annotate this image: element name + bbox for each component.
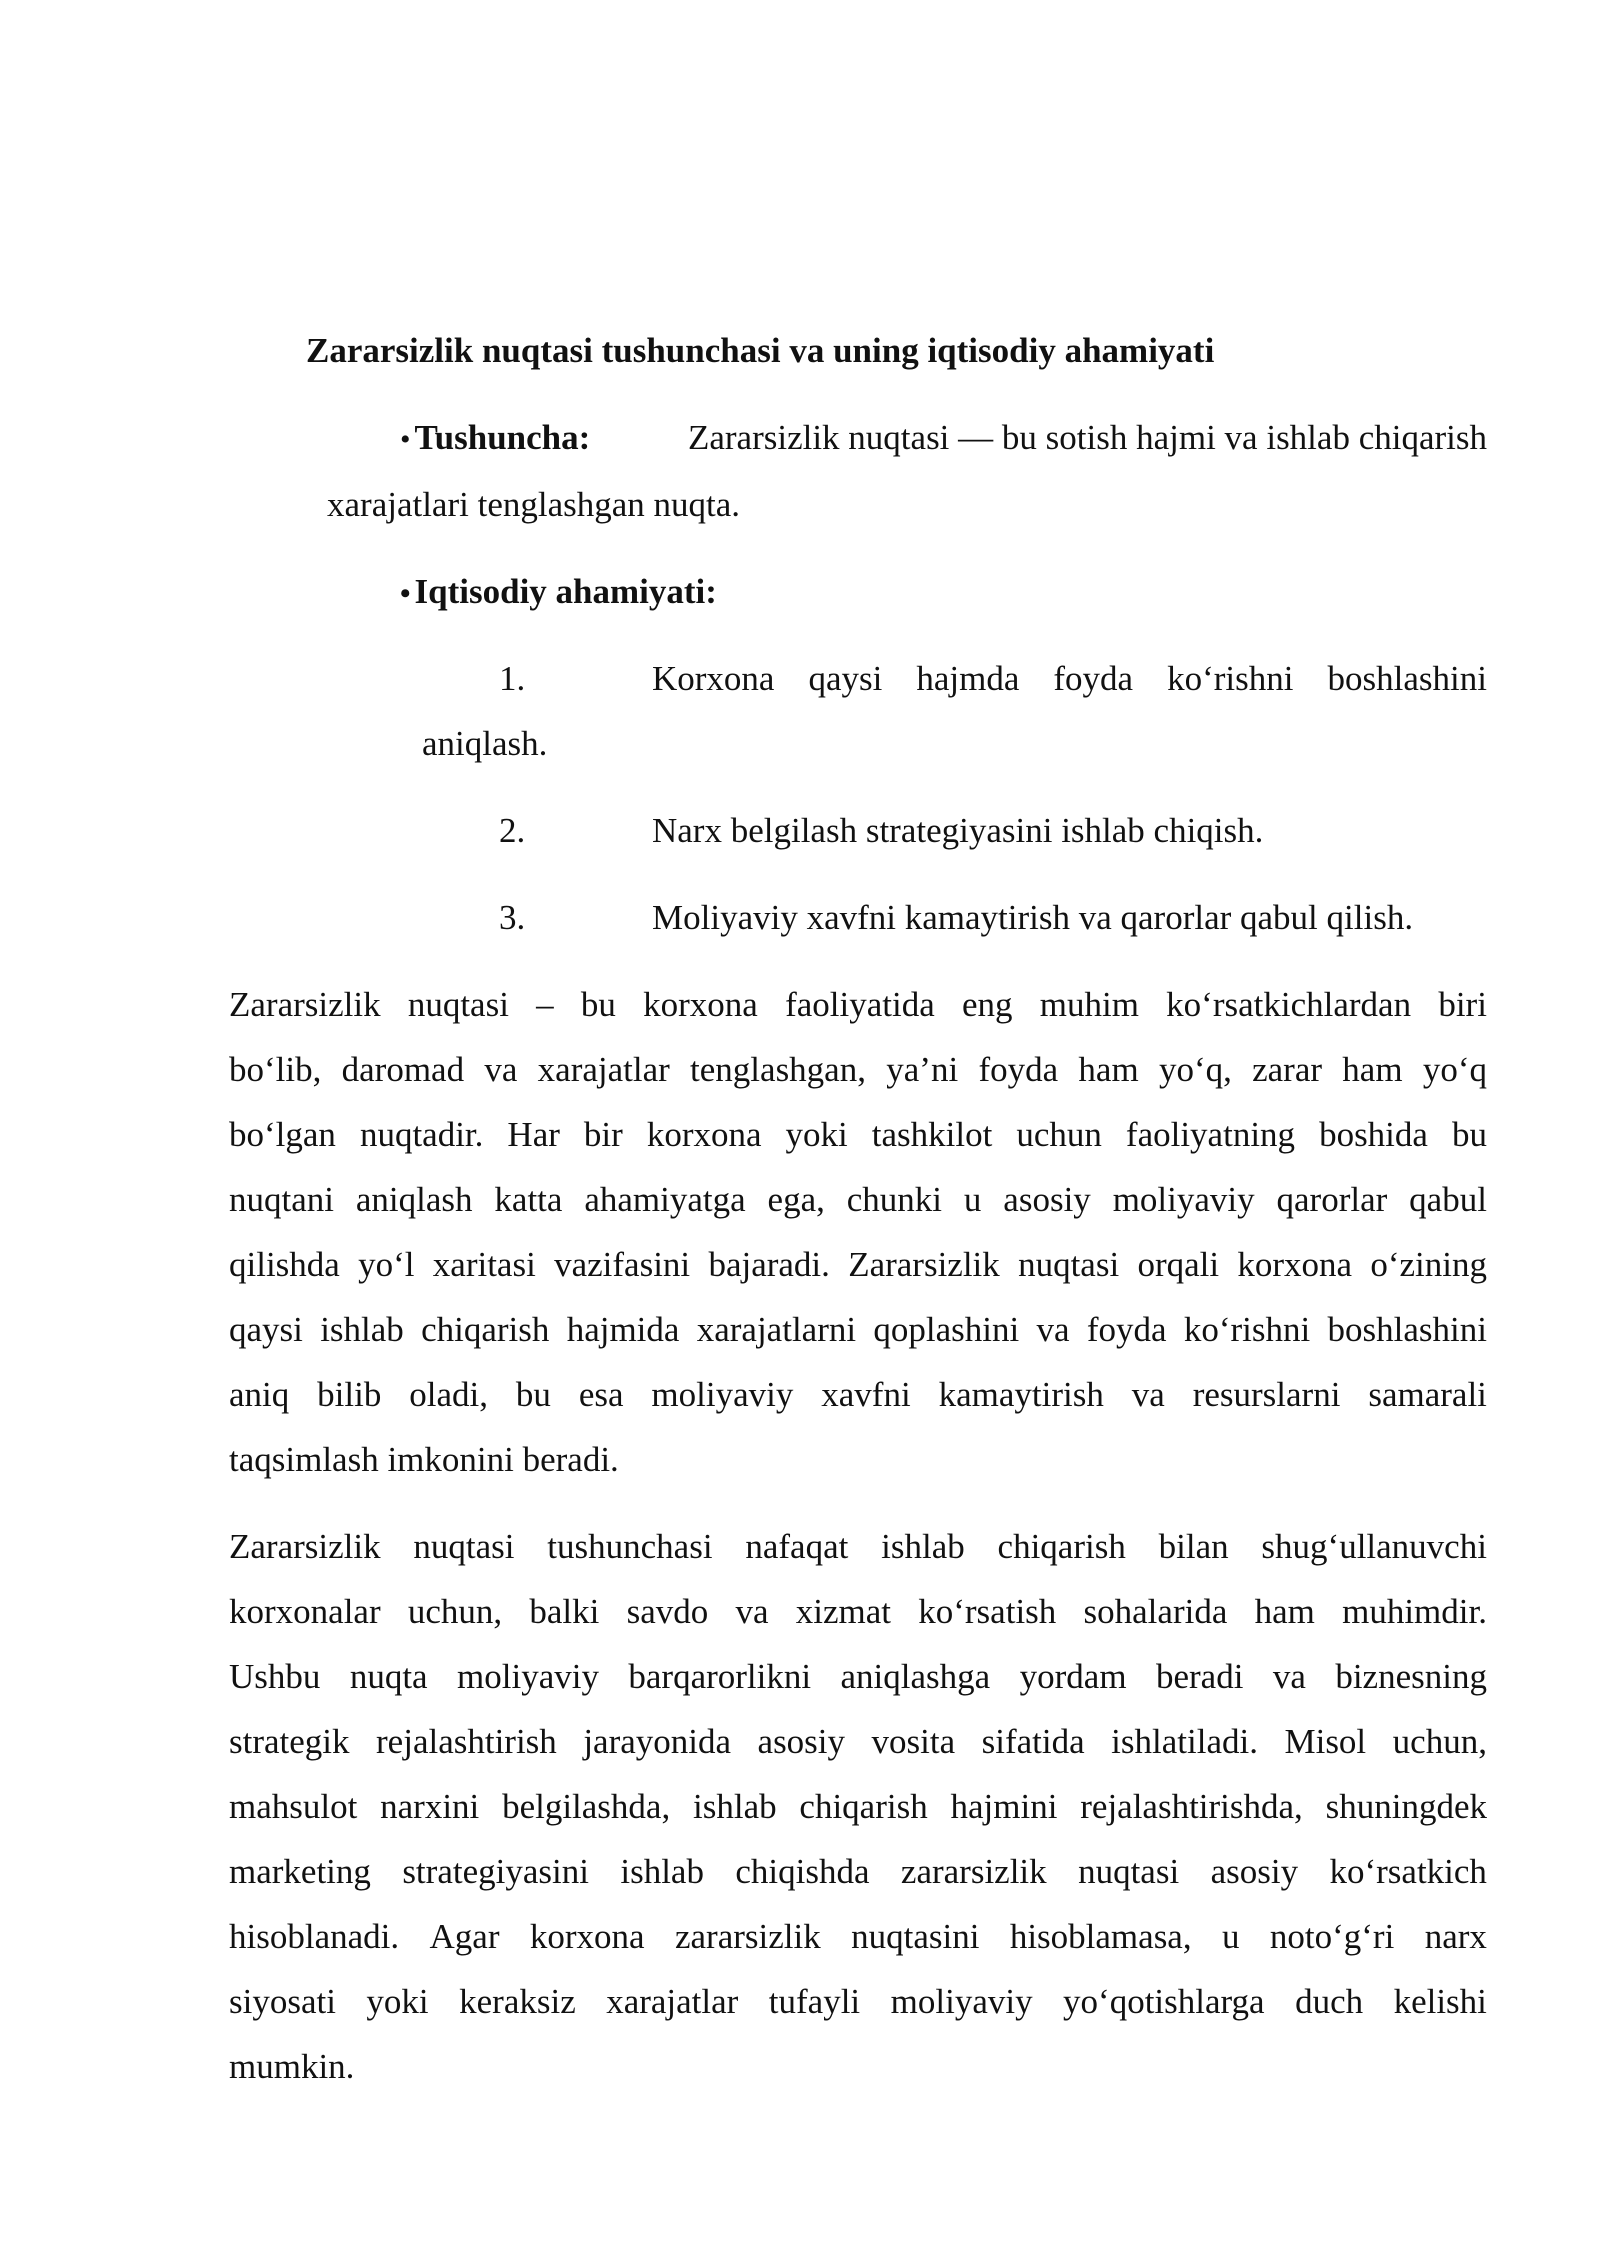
word: jarayonida [583,1722,732,1761]
bullet-definition-text-line1: Zararsizlik nuqtasi — bu sotish hajmi va ishlab chiqarish [687,418,1487,457]
paragraph-line [229,972,1487,1037]
word: zararsizlik [674,1917,821,1956]
word: samarali [1368,1375,1487,1414]
word: bo‘lgan [229,1115,336,1154]
word: boshida [1319,1115,1428,1154]
word: chiqarish [421,1310,550,1349]
word: ko‘rsatkich [1329,1852,1487,1891]
word: tenglashgan, [690,1050,866,1089]
paragraph-line [229,1427,1487,1492]
word: bu [1451,1115,1487,1154]
word: kelishi [1393,1982,1487,2021]
word: vosita [871,1722,956,1761]
document-title: Zararsizlik nuqtasi tushunchasi va uning iqtisodiy ahamiyati [306,331,1215,370]
word: barqarorlikni [628,1657,812,1696]
word: uchun [1016,1115,1102,1154]
word: moliyaviy [890,1982,1033,2021]
word: qabul [1409,1180,1487,1219]
word: qaysi [229,1310,303,1349]
word: ham [1254,1592,1315,1631]
word: nuqtadir. [359,1115,484,1154]
word: asosiy [1003,1180,1091,1219]
word: Har [507,1115,560,1154]
word: rejalashtirish [376,1722,557,1761]
word: bir [583,1115,623,1154]
list-item-3-text: Moliyaviy xavfni kamaytirish va qarorlar qabul qilish. [652,898,1414,937]
paragraph-2 [229,1514,1487,2099]
word: xarajatlar [606,1982,739,2021]
paragraph-line [229,1297,1487,1362]
word: nuqtasini [851,1917,980,1956]
paragraph-line [229,1232,1487,1297]
word: bilib [317,1375,382,1414]
word: hisoblanadi. [229,1917,400,1956]
word: hajmini [950,1787,1058,1826]
word: aniqlashga [840,1657,991,1696]
list-item-2-text: Narx belgilash strategiyasini ishlab chiqish. [652,811,1264,850]
word: korxona [529,1917,645,1956]
word: xizmat [795,1592,892,1631]
paragraph-line [229,2034,1487,2099]
bullet-definition-label: Tushuncha: [414,418,591,457]
word: ishlab [881,1527,965,1566]
word: nuqtasi [1018,1245,1120,1284]
word: nuqtasi [1078,1852,1180,1891]
word: moliyaviy [651,1375,794,1414]
list-marker: 1. [499,659,526,698]
word: yo‘qotishlarga [1063,1982,1265,2021]
word: va [735,1592,769,1631]
word: o‘zining [1370,1245,1487,1284]
word: nuqtasi [407,985,509,1024]
word: qilishda [229,1245,340,1284]
word: Zararsizlik [229,1527,381,1566]
list-item-1 [229,646,1487,711]
paragraph-line [229,1709,1487,1774]
word: Zararsizlik [848,1245,1000,1284]
word: moliyaviy [1112,1180,1255,1219]
word: Ushbu [229,1657,321,1696]
paragraph-line [229,1904,1487,1969]
word: narx [1424,1917,1487,1956]
paragraph-line [229,1839,1487,1904]
word: balki [529,1592,600,1631]
word: korxonalar [229,1592,381,1631]
word: boshlashini [1327,1310,1487,1349]
word: strategiyasini [402,1852,589,1891]
word: ko‘rsatkichlardan [1166,985,1412,1024]
word: sifatida [981,1722,1085,1761]
word: faoliyatning [1125,1115,1296,1154]
list-item-1-line2: aniqlash. [422,724,548,763]
word: yo‘q, [1158,1050,1232,1089]
word: aniq [229,1375,290,1414]
word: ishlatiladi. [1111,1722,1258,1761]
word: shuningdek [1325,1787,1487,1826]
word: ya’ni [886,1050,959,1089]
word: nuqtasi [413,1527,515,1566]
word: vazifasini [554,1245,691,1284]
word: bu [580,985,616,1024]
word: bilan [1158,1527,1229,1566]
word: bu [515,1375,551,1414]
word: yordam [1019,1657,1127,1696]
word: u [1222,1917,1240,1956]
paragraph-line [229,1644,1487,1709]
word: asosiy [1210,1852,1299,1891]
list-item-3 [229,885,1487,950]
word: chunki [846,1180,943,1219]
paragraph-line [229,1514,1487,1579]
bullet-dot: • [400,577,411,610]
word: faoliyatida [785,985,935,1024]
word: chiqarish [799,1787,928,1826]
word: tushunchasi [547,1527,713,1566]
word: katta [494,1180,563,1219]
word: muhimdir. [1342,1592,1487,1631]
word: qoplashini [873,1310,1020,1349]
word: qarorlar [1276,1180,1388,1219]
word: nuqta [349,1657,428,1696]
word: duch [1295,1982,1364,2021]
word: ko‘rsatish [918,1592,1057,1631]
word: yo‘l [358,1245,415,1284]
word: savdo [626,1592,709,1631]
word: ishlab [620,1852,704,1891]
word: ham [1342,1050,1403,1089]
word: asosiy [757,1722,846,1761]
word: narxini [380,1787,480,1826]
word: Misol [1284,1722,1367,1761]
numbered-list [229,646,1487,776]
word: xarajatlarni [696,1310,857,1349]
list-marker: 2. [499,811,526,850]
word: ishlab [320,1310,404,1349]
word: xarajatlar [537,1050,670,1089]
word: zararsizlik [900,1852,1047,1891]
paragraph-line [229,1969,1487,2034]
word: uchun, [407,1592,503,1631]
word: sohalarida [1083,1592,1228,1631]
word: resurslarni [1192,1375,1341,1414]
bullet-definition-text-line2: xarajatlari tenglashgan nuqta. [327,485,741,524]
paragraph-line [229,1037,1487,1102]
paragraph-line [229,1579,1487,1644]
word: strategik [229,1722,350,1761]
word: noto‘g‘ri [1269,1917,1395,1956]
word: tufayli [768,1982,861,2021]
word: yoki [785,1115,848,1154]
paragraph-line-text: taqsimlash imkonini beradi. [229,1440,619,1479]
paragraph-line-text: mumkin. [229,2047,355,2086]
word: tashkilot [871,1115,993,1154]
bullet-definition [229,405,1487,537]
paragraph-line [229,1774,1487,1839]
word: keraksiz [459,1982,576,2021]
list-item-2 [229,798,1487,863]
word: daromad [341,1050,465,1089]
word: – [536,985,554,1024]
word: biznesning [1335,1657,1487,1696]
word: kamaytirish [938,1375,1104,1414]
word: orqali [1137,1245,1220,1284]
word: xaritasi [432,1245,536,1284]
word: siyosati [229,1982,336,2021]
word: oladi, [409,1375,488,1414]
word: va [1036,1310,1070,1349]
word: eng [961,985,1013,1024]
list-marker: 3. [499,898,526,937]
word: hisoblamasa, [1009,1917,1192,1956]
word: hajmida [566,1310,680,1349]
word: Zararsizlik [229,985,381,1024]
word: u [963,1180,982,1219]
word: foyda [1086,1310,1167,1349]
word: nafaqat [745,1527,849,1566]
word: biri [1438,985,1487,1024]
word: korxona [643,985,758,1024]
word: marketing [229,1852,371,1891]
word: zarar [1252,1050,1323,1089]
word: nuqtani [229,1180,334,1219]
word: chiqishda [735,1852,870,1891]
word: beradi [1155,1657,1244,1696]
word: korxona [1237,1245,1353,1284]
word: foyda [978,1050,1059,1089]
word: esa [578,1375,624,1414]
paragraph-line [229,1167,1487,1232]
word: aniqlash [355,1180,473,1219]
word: belgilashda, [502,1787,671,1826]
word: yoki [366,1982,429,2021]
word: va [1272,1657,1306,1696]
bullet-definition-line1 [229,405,1487,472]
word: ega, [767,1180,825,1219]
word: ishlab [693,1787,777,1826]
paragraph-line [229,1362,1487,1427]
word: uchun, [1392,1722,1487,1761]
bullet-importance-label: Iqtisodiy ahamiyati: [414,572,717,611]
word: bajaradi. [708,1245,830,1284]
word: korxona [646,1115,762,1154]
list-item-1-line1: Korxona qaysi hajmda foyda ko‘rishni boshlashini [652,659,1487,698]
word: rejalashtirishda, [1080,1787,1303,1826]
word: ahamiyatga [584,1180,746,1219]
word: chiqarish [997,1527,1126,1566]
word: ko‘rishni [1183,1310,1311,1349]
word: bo‘lib, [229,1050,322,1089]
word: xavfni [821,1375,911,1414]
word: yo‘q [1422,1050,1487,1089]
document-content [229,318,1487,2099]
word: mahsulot [229,1787,358,1826]
word: Agar [429,1917,500,1956]
word: shug‘ullanuvchi [1261,1527,1487,1566]
paragraph-1 [229,972,1487,1492]
bullet-dot: • [400,423,411,456]
word: va [1131,1375,1165,1414]
word: va [484,1050,518,1089]
word: moliyaviy [457,1657,599,1696]
word: ham [1078,1050,1139,1089]
paragraph-line [229,1102,1487,1167]
word: muhim [1039,985,1139,1024]
bullet-importance [229,559,1487,624]
